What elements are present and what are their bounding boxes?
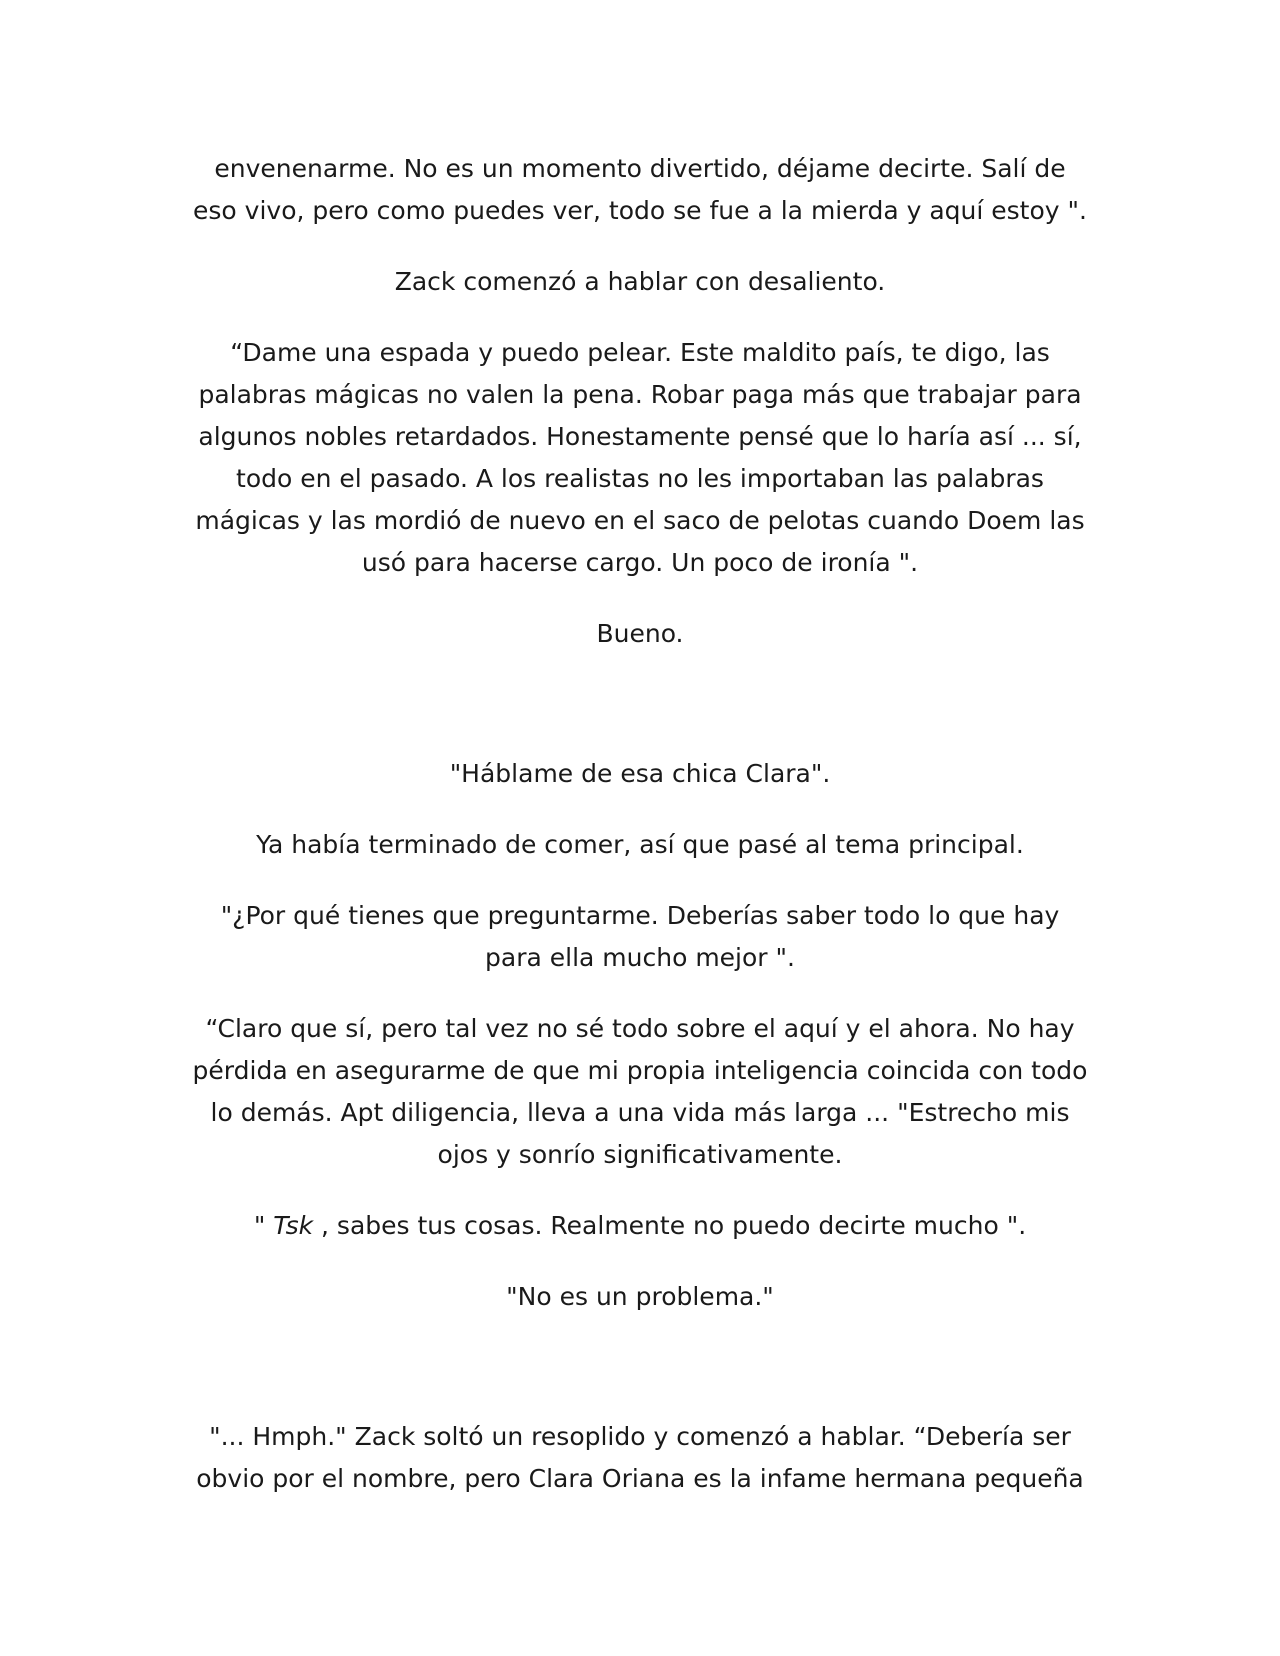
paragraph-3: “Dame una espada y puedo pelear. Este maldito país, te digo, las palabras mágicas no valen la pena. Robar paga más que trabajar para algunos nobles retardados. Honestamente pensé que lo haría así ... sí, todo en el pasado. A los realistas no les importaban las palabras mágicas y las mordió de nuevo en el saco de pelotas cuando Doem las usó para hacerse cargo. Un poco de ironía ". <box>195 338 1085 577</box>
paragraph-7: "¿Por qué tienes que preguntarme. Deberías saber todo lo que hay para ella mucho mejor ". <box>220 901 1060 972</box>
paragraph-2: Zack comenzó a hablar con desaliento. <box>394 267 886 296</box>
paragraph-5: "Háblame de esa chica Clara". <box>449 759 831 788</box>
document-page <box>180 148 1100 1529</box>
tsk-rest: , sabes tus cosas. Realmente no puedo decirte mucho ". <box>313 1211 1027 1240</box>
paragraph-1: envenenarme. No es un momento divertido, déjame decirte. Salí de eso vivo, pero como puedes ver, todo se fue a la mierda y aquí estoy ". <box>193 154 1087 225</box>
paragraph-6: Ya había terminado de comer, así que pasé al tema principal. <box>256 830 1024 859</box>
paragraph-8: “Claro que sí, pero tal vez no sé todo sobre el aquí y el ahora. No hay pérdida en asegurarme de que mi propia inteligencia coincida con todo lo demás. Apt diligencia, lleva a una vida más larga ... "Estrecho mis ojos y sonrío significativamente. <box>192 1014 1088 1169</box>
tsk-word: Tsk <box>273 1211 314 1240</box>
paragraph-9: "No es un problema." <box>506 1282 774 1311</box>
tsk-open-quote: " <box>253 1211 274 1240</box>
section-gap <box>180 684 1100 753</box>
paragraph-tsk <box>180 1205 1100 1247</box>
paragraph-10: "... Hmph." Zack soltó un resoplido y comenzó a hablar. “Debería ser obvio por el nombre, pero Clara Oriana es la infame hermana pequeña <box>196 1422 1084 1493</box>
paragraph-4: Bueno. <box>596 619 684 648</box>
section-gap <box>180 1347 1100 1416</box>
